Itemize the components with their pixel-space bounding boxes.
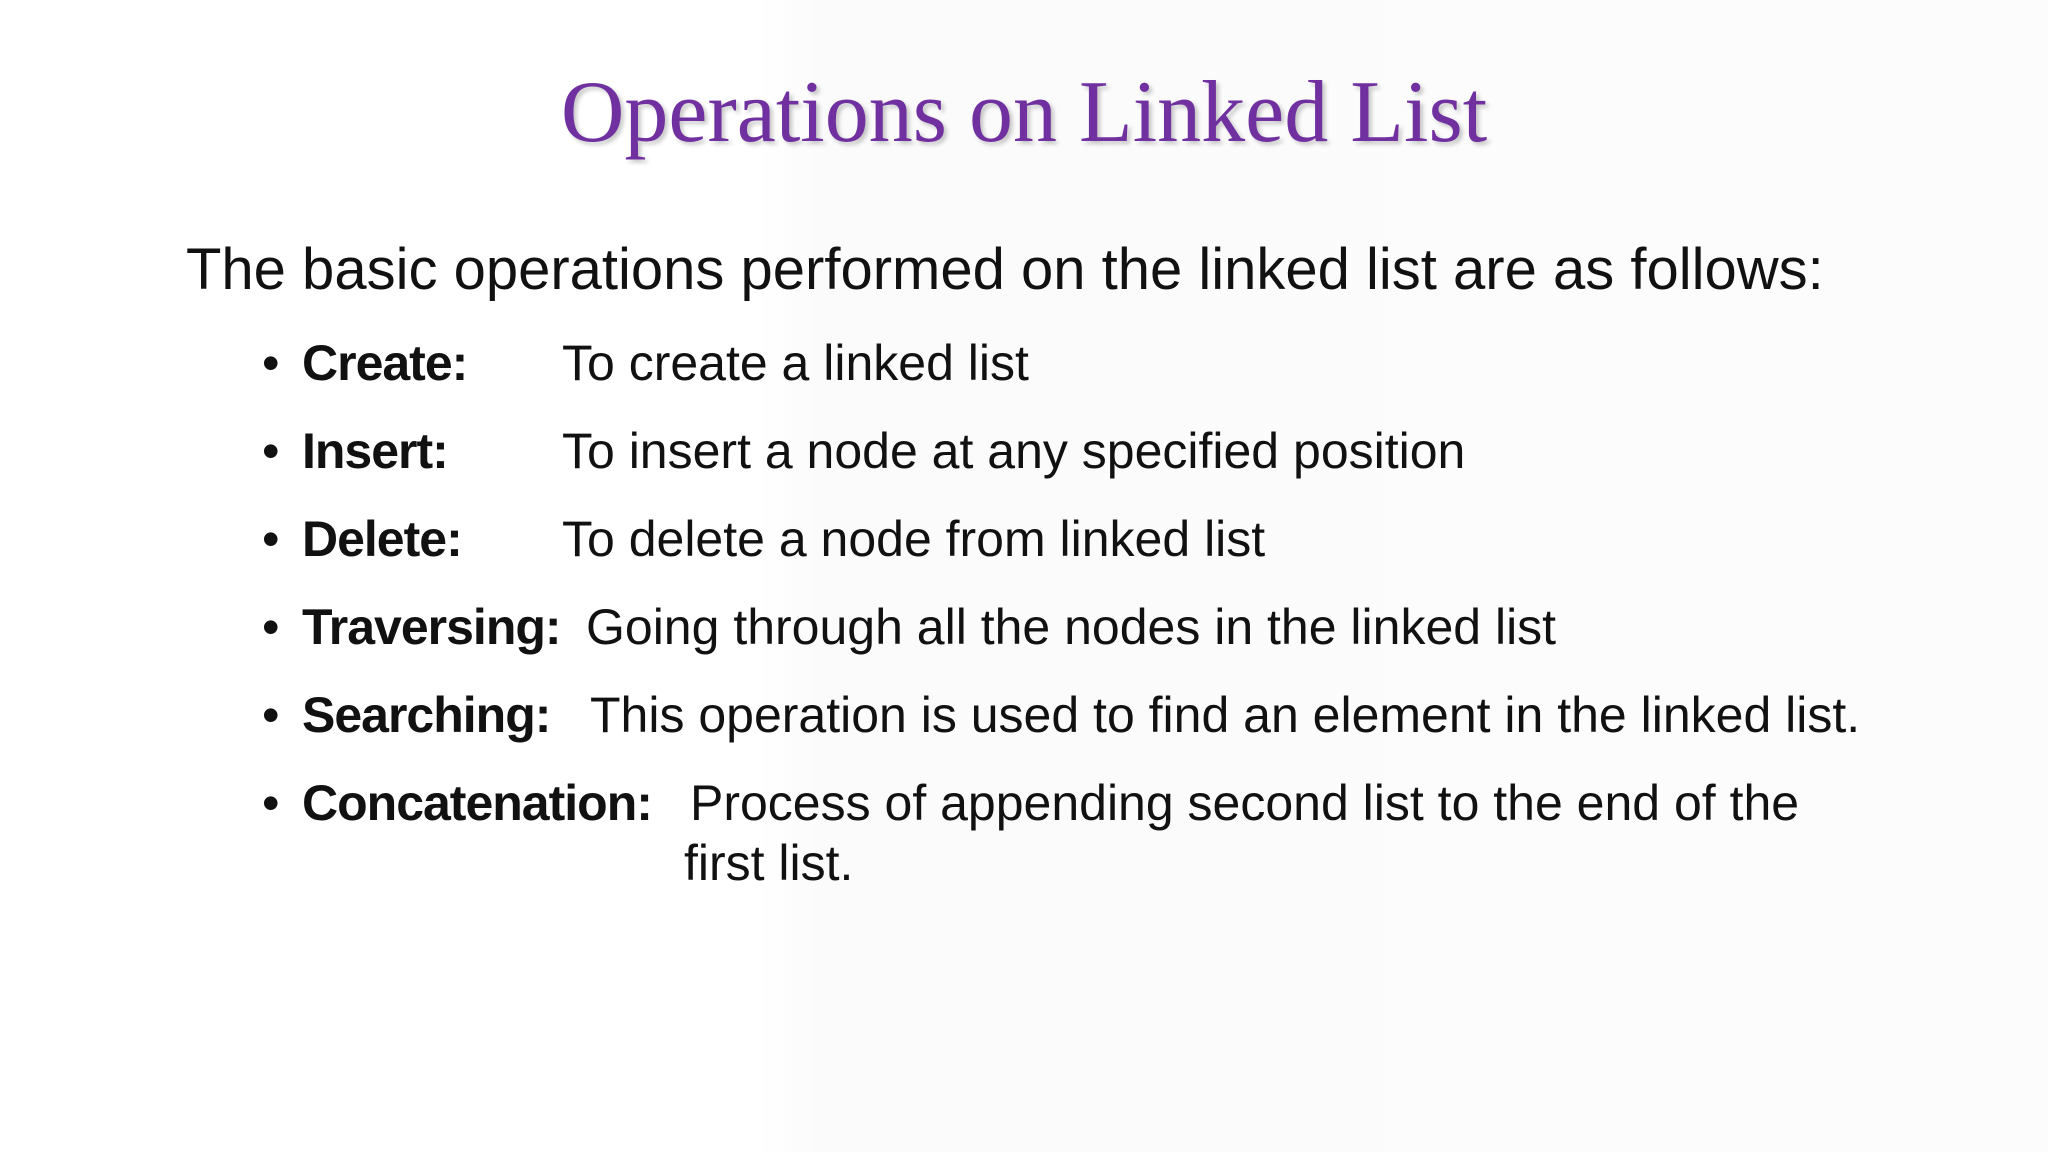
bullet-icon: • xyxy=(262,775,280,831)
bullet-icon: • xyxy=(262,511,280,567)
item-description: This operation is used to find an element in the linked list. xyxy=(590,687,1861,743)
item-term: Searching: xyxy=(302,687,551,743)
item-term: Create: xyxy=(302,335,468,391)
item-term: Concatenation: xyxy=(302,775,652,831)
bullet-icon: • xyxy=(262,599,280,655)
intro-text: The basic operations performed on the linked list are as follows: xyxy=(186,237,1824,302)
item-term: Insert: xyxy=(302,423,448,479)
bullet-icon: • xyxy=(262,335,280,391)
bullet-icon: • xyxy=(262,687,280,743)
item-description: To insert a node at any specified position xyxy=(562,423,1466,479)
item-term: Delete: xyxy=(302,511,462,567)
item-description-continuation: first list. xyxy=(684,835,854,891)
operations-list xyxy=(262,0,2022,1152)
item-description: To delete a node from linked list xyxy=(562,511,1266,567)
item-description: Going through all the nodes in the linked list xyxy=(586,599,1557,655)
item-description: To create a linked list xyxy=(562,335,1029,391)
bullet-icon: • xyxy=(262,423,280,479)
item-description: Process of appending second list to the end of the xyxy=(690,775,1800,831)
slide-title: Operations on Linked List xyxy=(560,64,1488,161)
item-term: Traversing: xyxy=(302,599,561,655)
